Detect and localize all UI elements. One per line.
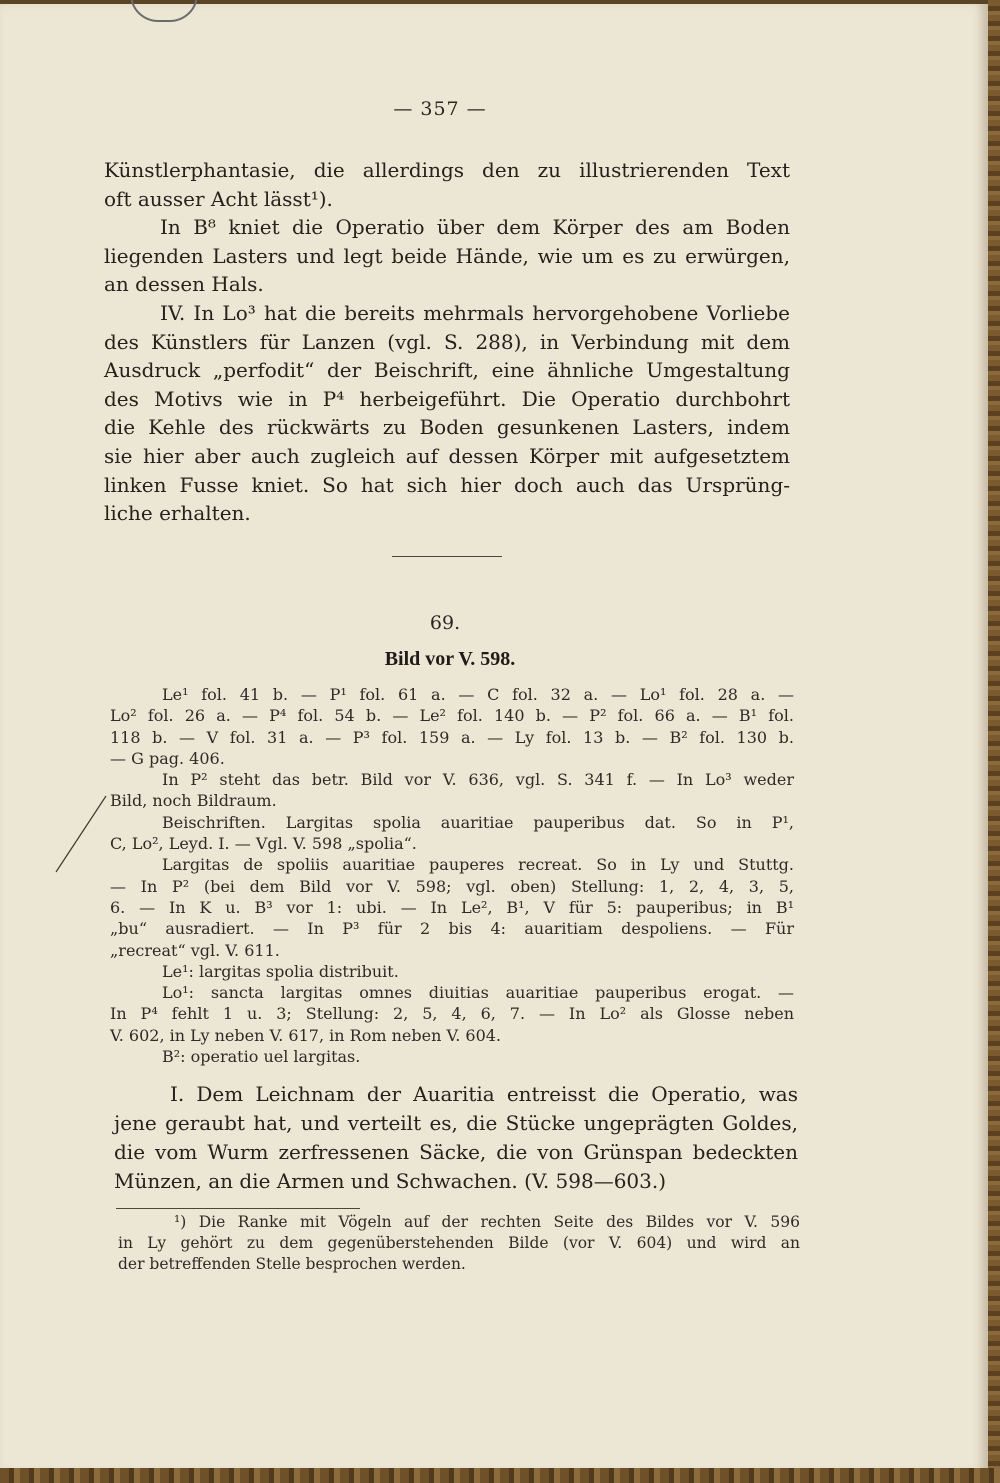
paragraph-block-top [104, 156, 790, 528]
small-line: „recreat“ vgl. V. 611. [110, 940, 280, 960]
small-line: 6. — In K u. B³ vor 1: ubi. — In Le², B¹, V für 5: pauperibus; in B¹ [110, 897, 794, 917]
text-line: des Motivs wie in P⁴ herbeigeführt. Die Operatio durchbohrt [104, 386, 790, 411]
small-line: — In P² (bei dem Bild vor V. 598; vgl. oben) Stellung: 1, 2, 4, 3, 5, [110, 876, 794, 896]
small-line: Beischriften. Largitas spolia auaritiae pauperibus dat. So in P¹, [162, 812, 794, 832]
text-line: Münzen, an die Armen und Schwachen. (V. 598—603.) [114, 1169, 667, 1193]
book-bottom-edge [0, 1468, 1000, 1483]
small-line: „bu“ ausradiert. — In P³ für 2 bis 4: auaritiam despoliens. — Für [110, 919, 794, 939]
paragraph-block-bottom [114, 1080, 798, 1196]
small-line: In P² steht das betr. Bild vor V. 636, vgl. S. 341 f. — In Lo³ weder [162, 770, 794, 790]
small-line: V. 602, in Ly neben V. 617, in Rom neben V. 604. [110, 1025, 502, 1045]
text-line: liche erhalten. [104, 501, 251, 526]
text-line: oft ausser Acht lässt¹). [104, 186, 333, 211]
text-line: sie hier aber auch zugleich auf dessen Körper mit aufgesetztem [104, 443, 790, 468]
small-line: C, Lo², Leyd. I. — Vgl. V. 598 „spolia“. [110, 834, 417, 854]
text-line: In B⁸ kniet die Operatio über dem Körper des am Boden [160, 215, 790, 240]
page-number: — 357 — [393, 98, 487, 120]
small-line: Le¹ fol. 41 b. — P¹ fol. 61 a. — C fol. 32 a. — Lo¹ fol. 28 a. — [162, 685, 794, 704]
text-line: liegenden Lasters und legt beide Hände, wie um es zu erwürgen, [104, 243, 790, 268]
text-line: des Künstlers für Lanzen (vgl. S. 288), in Verbindung mit dem [104, 329, 790, 354]
text-line: an dessen Hals. [104, 272, 264, 297]
text-line: I. Dem Leichnam der Auaritia entreisst die Operatio, was [170, 1082, 798, 1106]
text-line: die Kehle des rückwärts zu Boden gesunkenen Lasters, indem [104, 415, 790, 440]
small-line: — G pag. 406. [110, 748, 225, 768]
small-line: 118 b. — V fol. 31 a. — P³ fol. 159 a. — Ly fol. 13 b. — B² fol. 130 b. [110, 727, 794, 747]
small-line: Lo² fol. 26 a. — P⁴ fol. 54 b. — Le² fol. 140 b. — P² fol. 66 a. — B¹ fol. [110, 706, 794, 726]
text-line: IV. In Lo³ hat die bereits mehrmals hervorgehobene Vorliebe [160, 300, 790, 325]
pencil-mark-icon [52, 792, 112, 876]
footnote-line: in Ly gehört zu dem gegenüberstehenden Bilde (vor V. 604) und wird an [118, 1234, 800, 1252]
small-line: B²: operatio uel largitas. [162, 1047, 361, 1067]
small-line: Le¹: largitas spolia distribuit. [162, 961, 399, 981]
text-line: jene geraubt hat, und verteilt es, die Stücke ungeprägten Goldes, [114, 1111, 798, 1135]
small-line: Lo¹: sancta largitas omnes diuitias auaritiae pauperibus erogat. — [162, 983, 794, 1003]
section-divider [392, 556, 502, 557]
text-line: Künstlerphantasie, die allerdings den zu illustrierenden Text [104, 158, 790, 182]
text-line: linken Fusse kniet. So hat sich hier doch auch das Ursprüng- [104, 472, 790, 497]
text-line: die vom Wurm zerfressenen Säcke, die von Grünspan bedeckten [114, 1140, 798, 1164]
footnote-divider [116, 1208, 360, 1209]
section-number: 69. [429, 612, 461, 634]
small-line: Bild, noch Bildraum. [110, 791, 277, 811]
source-listing [110, 684, 794, 1067]
text-line: Ausdruck „perfodit“ der Beischrift, eine ähnliche Umgestaltung [104, 358, 790, 383]
footnote [118, 1212, 800, 1275]
footnote-line: der betreffenden Stelle besprochen werden. [118, 1255, 466, 1273]
footnote-line: ¹) Die Ranke mit Vögeln auf der rechten Seite des Bildes vor V. 596 [174, 1213, 800, 1231]
book-edge [988, 0, 1000, 1483]
small-line: In P⁴ fehlt 1 u. 3; Stellung: 2, 5, 4, 6, 7. — In Lo² als Glosse neben [110, 1004, 794, 1024]
section-title: Bild vor V. 598. [384, 648, 516, 670]
small-line: Largitas de spoliis auaritiae pauperes recreat. So in Ly und Stuttg. [162, 855, 794, 875]
